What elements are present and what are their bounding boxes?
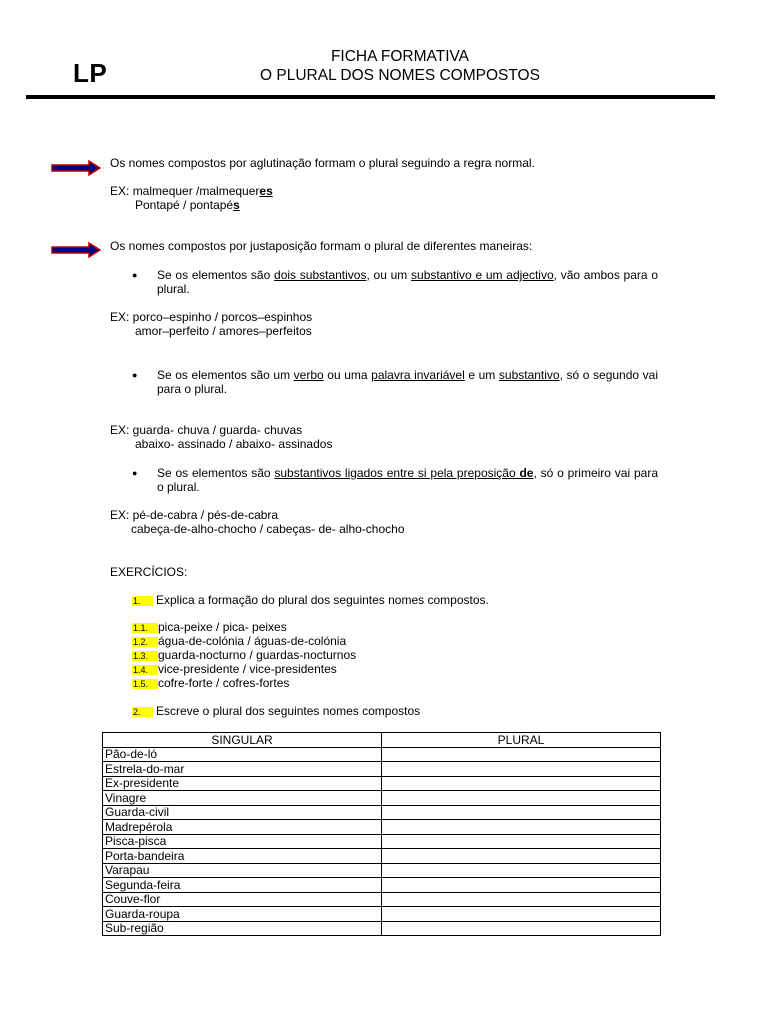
table-row <box>103 820 661 835</box>
item-number: 1.1. <box>132 623 158 633</box>
bullet-icon: ● <box>132 270 138 280</box>
singular-cell: Sub-região <box>103 921 382 936</box>
underlined-term: palavra invariável <box>371 368 465 382</box>
plural-exercise-table <box>102 732 661 936</box>
bullet-icon: ● <box>132 370 138 380</box>
underlined-term: verbo <box>293 368 324 382</box>
example-line <box>135 198 240 212</box>
question-number: 1. <box>132 596 153 606</box>
table-header-row <box>103 733 661 748</box>
document-title: FICHA FORMATIVA <box>330 48 470 65</box>
right-arrow-icon <box>51 242 101 258</box>
text-fragment: , ou um <box>366 268 412 282</box>
table-row <box>103 892 661 907</box>
rule-aglutinacao-text: Os nomes compostos por aglutinação formam o plural seguindo a regra normal. <box>110 156 535 170</box>
example-suffix: es <box>259 184 273 198</box>
underlined-term: dois substantivos <box>274 268 367 282</box>
singular-cell: Couve-flor <box>103 892 382 907</box>
exercise-list <box>132 620 356 690</box>
underlined-term: substantivo e um adjectivo <box>411 268 554 282</box>
example-line: EX: guarda- chuva / guarda- chuvas <box>110 423 303 437</box>
bullet-paragraph <box>157 268 658 296</box>
item-text: guarda-nocturno / guardas-nocturnos <box>158 648 357 662</box>
singular-cell: Estrela-do-mar <box>103 762 382 777</box>
table-row <box>103 747 661 762</box>
table-row <box>103 762 661 777</box>
example-text: malmequer /malmequer <box>132 184 260 198</box>
item-text: água-de-colónia / águas-de-colónia <box>158 634 347 648</box>
example-line: amor–perfeito / amores–perfeitos <box>135 324 312 338</box>
text-fragment: Se os elementos são <box>157 268 275 282</box>
text-fragment: Se os elementos são <box>157 466 275 480</box>
example-text: Pontapé / pontapé <box>135 198 234 212</box>
header-divider <box>26 95 715 99</box>
exercise-item <box>132 662 356 676</box>
plural-answer-cell[interactable] <box>382 907 661 922</box>
table-row <box>103 776 661 791</box>
item-number: 1.2. <box>132 637 158 647</box>
item-number: 1.3. <box>132 651 158 661</box>
singular-cell: Vinagre <box>103 791 382 806</box>
plural-answer-cell[interactable] <box>382 878 661 893</box>
text-fragment: , só o primeiro vai para o plural. <box>157 466 658 494</box>
plural-answer-cell[interactable] <box>382 791 661 806</box>
singular-cell: Pão-de-ló <box>103 747 382 762</box>
rule-justaposicao-text: Os nomes compostos por justaposição formam o plural de diferentes maneiras: <box>110 239 533 253</box>
item-text: pica-peixe / pica- peixes <box>158 620 287 634</box>
question-2 <box>132 704 420 718</box>
plural-answer-cell[interactable] <box>382 776 661 791</box>
example-line: cabeça-de-alho-chocho / cabeças- de- alho-chocho <box>131 522 405 536</box>
plural-answer-cell[interactable] <box>382 849 661 864</box>
singular-cell: Segunda-feira <box>103 878 382 893</box>
singular-cell: Guarda-roupa <box>103 907 382 922</box>
singular-cell: Ex-presidente <box>103 776 382 791</box>
underlined-term: de <box>519 466 534 480</box>
singular-cell: Pisca-pisca <box>103 834 382 849</box>
singular-cell: Porta-bandeira <box>103 849 382 864</box>
plural-answer-cell[interactable] <box>382 747 661 762</box>
item-text: vice-presidente / vice-presidentes <box>158 662 337 676</box>
table-row <box>103 878 661 893</box>
question-1 <box>132 593 489 607</box>
example-suffix: s <box>233 198 240 212</box>
text-fragment: e um <box>464 368 499 382</box>
text-fragment: ou uma <box>323 368 372 382</box>
bullet-paragraph <box>157 466 658 494</box>
text-fragment: , vão ambos para o plural. <box>157 268 658 296</box>
exercise-item <box>132 676 356 690</box>
subject-label: LP <box>73 58 108 88</box>
singular-cell: Varapau <box>103 863 382 878</box>
bullet-icon: ● <box>132 468 138 478</box>
plural-answer-cell[interactable] <box>382 762 661 777</box>
example-line: abaixo- assinado / abaixo- assinados <box>135 437 333 451</box>
column-header-plural: PLURAL <box>382 733 661 748</box>
table-row <box>103 921 661 936</box>
bullet-paragraph <box>157 368 658 396</box>
document-subtitle: O PLURAL DOS NOMES COMPOSTOS <box>260 67 540 84</box>
question-number: 2. <box>132 707 153 717</box>
right-arrow-icon <box>51 160 101 176</box>
table-row <box>103 834 661 849</box>
underlined-term: substantivos ligados entre si pela preposição <box>274 466 520 480</box>
plural-answer-cell[interactable] <box>382 892 661 907</box>
example-prefix: EX: <box>110 184 133 198</box>
table-row <box>103 849 661 864</box>
plural-answer-cell[interactable] <box>382 805 661 820</box>
table-row <box>103 791 661 806</box>
underlined-term: substantivo <box>498 368 560 382</box>
table-row <box>103 805 661 820</box>
example-line: EX: porco–espinho / porcos–espinhos <box>110 310 313 324</box>
column-header-singular: SINGULAR <box>103 733 382 748</box>
plural-answer-cell[interactable] <box>382 921 661 936</box>
example-line <box>110 184 273 198</box>
item-number: 1.5. <box>132 679 158 689</box>
table-row <box>103 907 661 922</box>
plural-answer-cell[interactable] <box>382 863 661 878</box>
exercise-item <box>132 648 356 662</box>
plural-answer-cell[interactable] <box>382 834 661 849</box>
question-text: Escreve o plural dos seguintes nomes compostos <box>156 704 421 718</box>
plural-answer-cell[interactable] <box>382 820 661 835</box>
singular-cell: Madrepérola <box>103 820 382 835</box>
item-text: cofre-forte / cofres-fortes <box>158 676 290 690</box>
text-fragment: Se os elementos são um <box>157 368 294 382</box>
singular-cell: Guarda-civil <box>103 805 382 820</box>
exercise-item <box>132 634 356 648</box>
item-number: 1.4. <box>132 665 158 675</box>
table-row <box>103 863 661 878</box>
example-line: EX: pé-de-cabra / pés-de-cabra <box>110 508 279 522</box>
exercise-item <box>132 620 356 634</box>
text-fragment: , só o segundo vai para o plural. <box>157 368 658 396</box>
question-text: Explica a formação do plural dos seguintes nomes compostos. <box>156 593 489 607</box>
exercises-heading: EXERCÍCIOS: <box>110 565 188 579</box>
